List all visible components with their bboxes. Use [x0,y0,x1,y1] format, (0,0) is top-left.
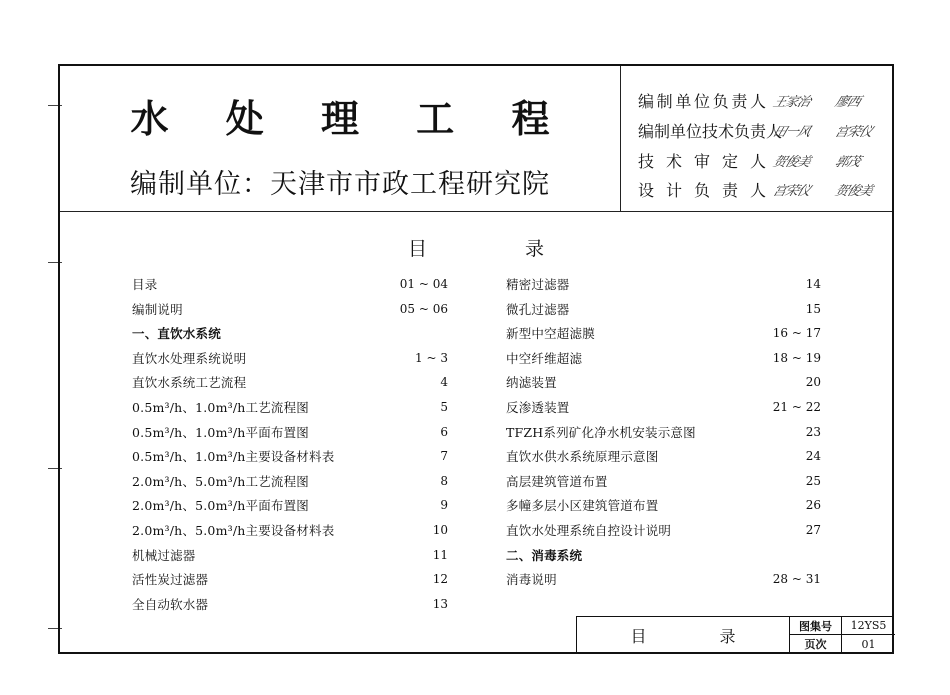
toc-entry-label: 二、消毒系统 [506,547,583,563]
toc-entry-label: 机械过滤器 [132,547,196,563]
toc-entry-label: 2.0m³/h、5.0m³/h工艺流程图 [132,473,310,489]
toc-entry-page: 24 [805,449,821,464]
toc-entry-label: 中空纤维超滤 [506,350,583,366]
toc-entry [132,471,448,491]
toc-entry-label: 目录 [132,277,158,292]
toc-entry-page: 6 [440,424,448,439]
toc-entry-label: 纳滤装置 [506,375,557,391]
signature-name: 田一风 [770,124,812,140]
toc-entry-page: 26 [805,498,821,513]
toc-entry-label: 0.5m³/h、1.0m³/h主要设备材料表 [132,449,335,465]
title-block [576,616,894,654]
toc-entry-label: 直饮水处理系统自控设计说明 [506,523,672,538]
atlas-number-value: 12YS5 [841,617,895,635]
toc-entry-label: 多幢多层小区建筑管道布置 [506,498,659,514]
toc-entry-label: 高层建筑管道布置 [506,473,608,489]
toc-entry-page: 1 ~ 3 [415,350,448,365]
toc-entry [132,274,448,294]
signature-role: 技术审定人 [638,151,766,171]
toc-entry-page: 16 ~ 17 [772,326,821,341]
toc-entry [506,323,821,343]
toc-section-heading [132,323,448,343]
signature-role: 设计负责人 [638,180,766,200]
toc-entry-label: 活性炭过滤器 [132,572,209,588]
signature-name: 贺俊美 [832,183,874,199]
toc-entry [132,372,448,392]
toc-entry-page: 25 [805,473,821,488]
toc-entry [132,495,448,515]
toc-entry-page: 5 [440,400,448,414]
toc-entry-page: 27 [805,523,821,537]
signature-name: 贺俊美 [770,154,812,170]
signature-name: 廖西 [832,94,862,110]
toc-entry [132,348,448,368]
signature-row [638,118,890,142]
toc-entry [506,471,821,491]
signature-row [638,148,890,172]
toc-entry-label: 直饮水供水系统原理示意图 [506,449,659,465]
toc-entry-page: 20 [805,375,821,390]
toc-entry-page: 12 [432,572,448,587]
toc-entry [506,569,821,589]
signature-name: 王家治 [770,94,812,110]
signature-role: 编制单位负责人 [638,91,766,111]
toc-entry-label: 直饮水系统工艺流程 [132,375,247,391]
signature-name: 郭茂 [832,154,862,170]
header-divider [60,211,892,212]
toc-entry-page: 28 ~ 31 [772,572,821,587]
toc-entry-label: 精密过滤器 [506,277,570,292]
toc-entry [506,348,821,368]
signature-role: 编制单位技术负责人 [638,121,783,141]
toc-entry-label: 新型中空超滤膜 [506,326,595,342]
toc-entry [132,520,448,540]
toc-entry-page: 8 [440,473,448,488]
header-vertical-divider [620,66,621,211]
toc-entry [132,594,448,614]
page-number-label: 页次 [789,635,841,653]
toc-entry-page: 01 ~ 04 [399,277,448,291]
toc-entry [506,372,821,392]
signature-name: 宫荣仪 [832,124,874,140]
toc-entry-page: 13 [432,596,448,611]
toc-entry [132,569,448,589]
toc-entry-page: 23 [805,424,821,439]
toc-entry-page: 7 [440,449,448,464]
toc-entry [132,299,448,319]
toc-entry-page: 9 [440,498,448,513]
toc-entry-label: 微孔过滤器 [506,301,570,317]
toc-entry [132,446,448,466]
toc-entry [132,545,448,565]
toc-entry-page: 4 [440,375,448,390]
toc-entry-label: 直饮水处理系统说明 [132,350,247,366]
toc-title: 目 录 [407,238,591,260]
toc-entry [506,299,821,319]
toc-entry [132,422,448,442]
main-title: 水 处 理 工 程 [130,97,572,141]
atlas-number-label: 图集号 [789,617,841,635]
toc-entry-label: 全自动软水器 [132,596,209,612]
toc-entry-label: 反渗透装置 [506,400,570,415]
toc-entry [506,274,821,294]
toc-entry-label: 消毒说明 [506,572,557,588]
toc-entry-label: 一、直饮水系统 [132,326,221,342]
compiling-unit: 编制单位：天津市市政工程研究院 [130,169,550,200]
toc-entry-label: 0.5m³/h、1.0m³/h平面布置图 [132,424,310,440]
toc-entry [506,397,821,417]
toc-entry [506,422,821,442]
toc-entry-label: 2.0m³/h、5.0m³/h平面布置图 [132,498,310,514]
signature-name: 宫荣仪 [770,183,812,199]
signature-row [638,88,890,112]
toc-entry-page: 10 [432,523,448,537]
toc-entry-page: 18 ~ 19 [772,350,821,365]
toc-entry [132,397,448,417]
signature-row [638,177,890,201]
toc-entry-page: 21 ~ 22 [772,400,821,414]
toc-entry [506,446,821,466]
title-block-name: 目 录 [630,627,770,646]
toc-entry-page: 11 [432,547,448,562]
toc-entry [506,495,821,515]
page-number-value: 01 [841,635,895,653]
toc-entry-page: 15 [805,301,821,316]
toc-entry-label: 编制说明 [132,301,183,317]
toc-entry-label: 0.5m³/h、1.0m³/h工艺流程图 [132,400,310,415]
toc-entry [506,520,821,540]
toc-entry-label: 2.0m³/h、5.0m³/h主要设备材料表 [132,523,335,538]
drawing-frame [58,64,894,654]
toc-section-heading [506,545,821,565]
toc-entry-page: 14 [805,277,821,291]
toc-entry-page: 05 ~ 06 [399,301,448,316]
toc-entry-label: TFZH系列矿化净水机安装示意图 [506,424,696,440]
